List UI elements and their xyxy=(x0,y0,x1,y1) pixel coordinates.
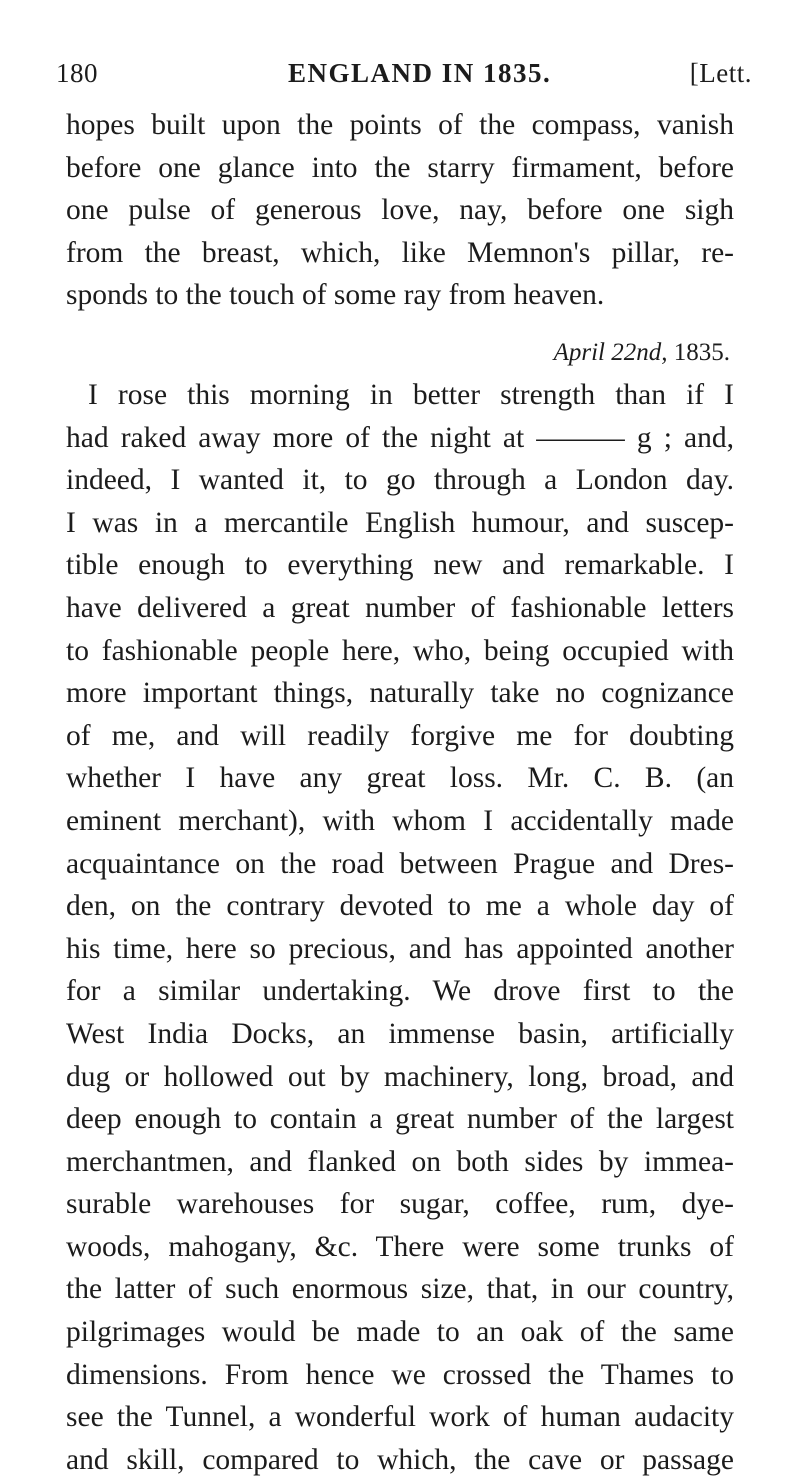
letter-dateline xyxy=(554,339,730,367)
running-title: ENGLAND IN 1835. xyxy=(288,58,552,88)
text-line: the latter of such enormous size, that, in our country, xyxy=(66,1273,734,1306)
text-line: surable warehouses for sugar, coffee, rum, dye- xyxy=(66,1188,734,1221)
text-line: woods, mahogany, &c. There were some trunks of xyxy=(66,1230,734,1263)
text-line: pilgrimages would be made to an oak of the same xyxy=(66,1316,734,1349)
text-line: and skill, compared to which, the cave or passage xyxy=(66,1443,734,1476)
text-line: eminent merchant), with whom I accidentally made xyxy=(66,804,734,837)
text-line: I rose this morning in better strength than if I xyxy=(88,379,734,411)
text-line: for a similar undertaking. We drove first to the xyxy=(66,975,734,1008)
text-line: from the breast, which, like Memnon's pillar, re- xyxy=(66,236,734,269)
text-line: deep enough to contain a great number of the largest xyxy=(66,1103,734,1136)
text-line: before one glance into the starry firmament, before xyxy=(66,151,734,184)
text-line: of me, and will readily forgive me for doubting xyxy=(66,719,734,752)
text-line: tible enough to everything new and remarkable. I xyxy=(66,549,734,582)
dateline-year: 1835. xyxy=(673,339,730,366)
text-line: see the Tunnel, a wonderful work of human audacity xyxy=(66,1401,734,1434)
text-line: have delivered a great number of fashionable letters xyxy=(66,591,734,624)
paragraph-continued xyxy=(66,104,734,317)
text-line: I was in a mercantile English humour, and suscep- xyxy=(66,506,734,539)
text-line: den, on the contrary devoted to me a whole day of xyxy=(66,890,734,923)
text-line: hopes built upon the points of the compass, vanish xyxy=(66,109,734,141)
text-line: had raked away more of the night at ——— g ; and, xyxy=(66,421,734,454)
text-line: more important things, naturally take no cognizance xyxy=(66,677,734,710)
text-line: West India Docks, an immense basin, artificially xyxy=(66,1017,734,1050)
text-line: sponds to the touch of some ray from heaven. xyxy=(66,279,605,312)
text-line: his time, here so precious, and has appointed another xyxy=(66,932,734,965)
text-line: whether I have any great loss. Mr. C. B. (an xyxy=(66,762,734,795)
text-line: merchantmen, and flanked on both sides by immea- xyxy=(66,1145,734,1178)
text-line: to fashionable people here, who, being occupied with xyxy=(66,634,734,667)
text-line: one pulse of generous love, nay, before one sigh xyxy=(66,194,734,227)
text-line: dug or hollowed out by machinery, long, broad, and xyxy=(66,1060,734,1093)
text-line: acquaintance on the road between Prague and Dres- xyxy=(66,847,734,880)
text-line: dimensions. From hence we crossed the Thames to xyxy=(66,1358,734,1391)
letter-marker: [Lett. xyxy=(689,58,752,88)
text-line: indeed, I wanted it, to go through a London day. xyxy=(66,464,734,497)
page-number: 180 xyxy=(56,58,98,88)
running-head xyxy=(48,58,752,98)
dateline-date: April 22nd, xyxy=(553,339,668,366)
letter-paragraph xyxy=(66,374,734,1481)
